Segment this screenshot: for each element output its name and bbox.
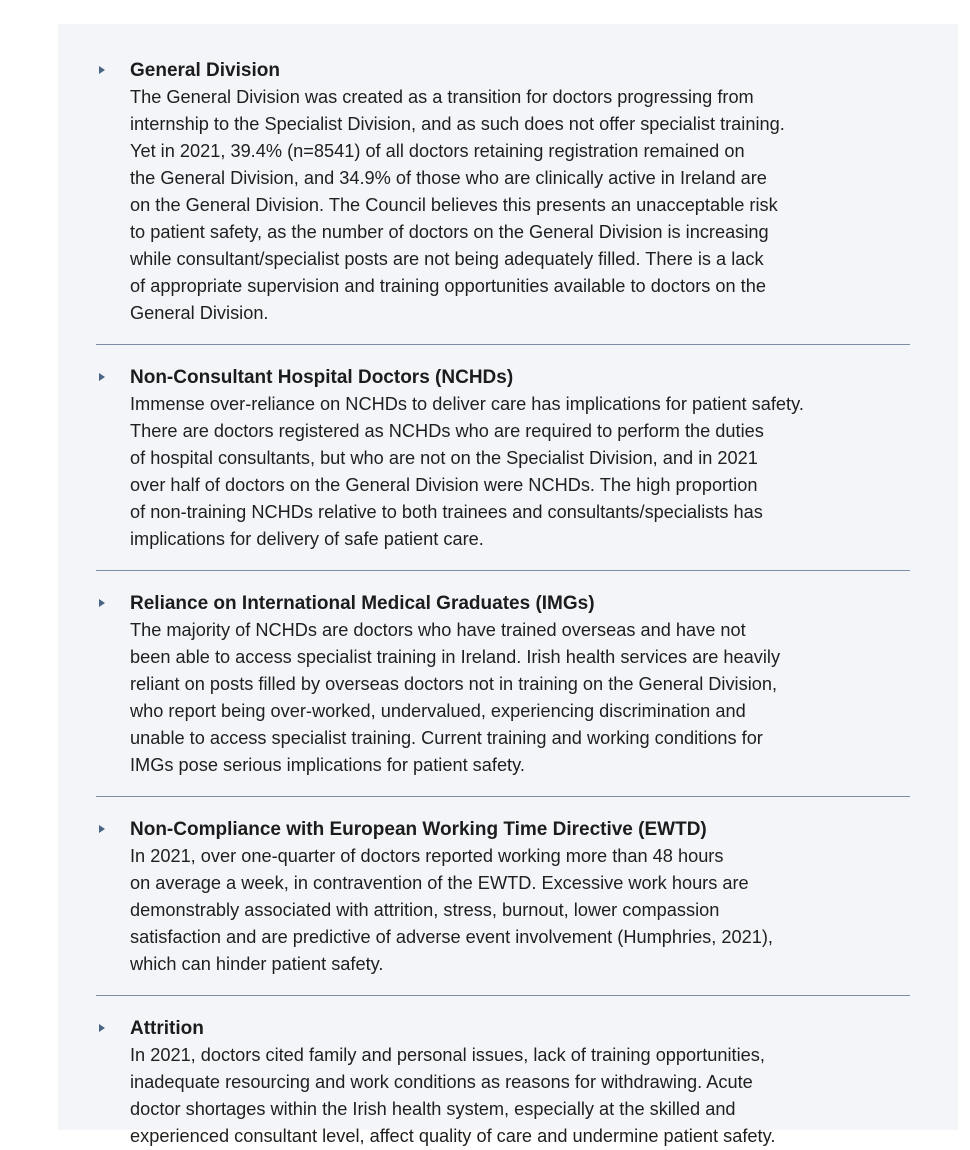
triangle-right-icon xyxy=(95,370,109,384)
section-body-line: In 2021, doctors cited family and personal issues, lack of training opportunities, xyxy=(130,1045,765,1065)
section-body-line: who report being over-worked, undervalued, experiencing discrimination and xyxy=(130,701,746,721)
section-body-line: inadequate resourcing and work conditions as reasons for withdrawing. Acute xyxy=(130,1072,753,1092)
section-body-line: on the General Division. The Council believes this presents an unacceptable risk xyxy=(130,195,778,215)
section-heading: Non-Compliance with European Working Time Directive (EWTD) xyxy=(130,819,707,840)
bullet-section-2 xyxy=(95,345,909,553)
section-body-line: Yet in 2021, 39.4% (n=8541) of all doctors retaining registration remained on xyxy=(130,141,745,161)
section-body-line: been able to access specialist training in Ireland. Irish health services are heavily xyxy=(130,647,781,667)
section-body xyxy=(130,84,909,327)
section-heading: Reliance on International Medical Graduates (IMGs) xyxy=(130,593,595,614)
section-body-line: experienced consultant level, affect quality of care and undermine patient safety. xyxy=(130,1126,776,1146)
section-body-line: on average a week, in contravention of the EWTD. Excessive work hours are xyxy=(130,873,749,893)
section-body-line: Immense over-reliance on NCHDs to deliver care has implications for patient safety. xyxy=(130,394,804,414)
section-body xyxy=(130,391,909,553)
section-body-line: satisfaction and are predictive of adverse event involvement (Humphries, 2021), xyxy=(130,927,773,947)
section-body-line: In 2021, over one-quarter of doctors reported working more than 48 hours xyxy=(130,846,724,866)
section-body-line: General Division. xyxy=(130,303,269,323)
section-body xyxy=(130,843,909,978)
section-content xyxy=(130,58,909,327)
bullet-section-1 xyxy=(95,24,909,327)
section-body-line: There are doctors registered as NCHDs who are required to perform the duties xyxy=(130,421,764,441)
section-content xyxy=(130,1016,909,1150)
section-body-line: of non-training NCHDs relative to both trainees and consultants/specialists has xyxy=(130,502,763,522)
section-body-line: implications for delivery of safe patient care. xyxy=(130,529,484,549)
info-panel xyxy=(58,24,958,1146)
section-body-line: over half of doctors on the General Division were NCHDs. The high proportion xyxy=(130,475,758,495)
triangle-right-icon xyxy=(95,596,109,610)
triangle-right-icon xyxy=(95,1021,109,1035)
section-body-line: the General Division, and 34.9% of those who are clinically active in Ireland are xyxy=(130,168,767,188)
section-body-line: while consultant/specialist posts are not being adequately filled. There is a lack xyxy=(130,249,764,269)
section-body xyxy=(130,617,909,779)
section-content xyxy=(130,365,909,553)
section-body-line: which can hinder patient safety. xyxy=(130,954,384,974)
section-body-line: internship to the Specialist Division, and as such does not offer specialist training. xyxy=(130,114,785,134)
section-body-line: demonstrably associated with attrition, stress, burnout, lower compassion xyxy=(130,900,720,920)
section-content xyxy=(130,817,909,978)
section-body-line: The majority of NCHDs are doctors who have trained overseas and have not xyxy=(130,620,746,640)
section-heading: Attrition xyxy=(130,1018,204,1039)
section-body-line: reliant on posts filled by overseas doctors not in training on the General Division, xyxy=(130,674,778,694)
section-body-line: The General Division was created as a transition for doctors progressing from xyxy=(130,87,754,107)
bullet-section-5 xyxy=(95,996,909,1150)
section-body-line: to patient safety, as the number of doctors on the General Division is increasing xyxy=(130,222,769,242)
section-body-line: unable to access specialist training. Current training and working conditions for xyxy=(130,728,763,748)
section-body-line: doctor shortages within the Irish health system, especially at the skilled and xyxy=(130,1099,736,1119)
section-body-line: of appropriate supervision and training opportunities available to doctors on the xyxy=(130,276,766,296)
section-heading: Non-Consultant Hospital Doctors (NCHDs) xyxy=(130,367,514,388)
bullet-section-3 xyxy=(95,571,909,779)
triangle-right-icon xyxy=(95,63,109,77)
section-body xyxy=(130,1042,909,1150)
section-body-line: of hospital consultants, but who are not on the Specialist Division, and in 2021 xyxy=(130,448,758,468)
triangle-right-icon xyxy=(95,822,109,836)
section-body-line: IMGs pose serious implications for patient safety. xyxy=(130,755,525,775)
bullet-section-4 xyxy=(95,797,909,978)
section-content xyxy=(130,591,909,779)
section-heading: General Division xyxy=(130,60,280,81)
